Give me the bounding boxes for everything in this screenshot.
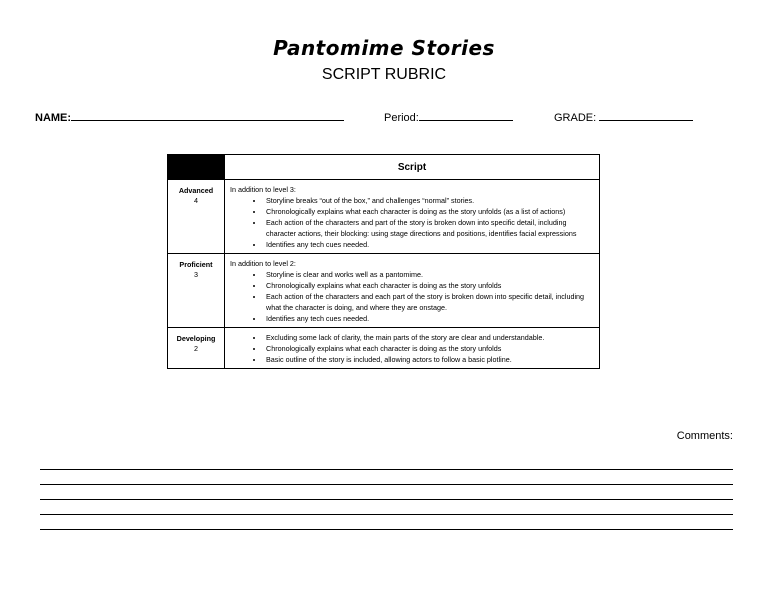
level-intro: In addition to level 2: — [230, 259, 296, 268]
name-field — [35, 110, 344, 124]
level-description — [225, 254, 600, 328]
level-score: 2 — [194, 344, 198, 353]
criteria-item: • Excluding some lack of clarity, the main parts of the story are clear and understandable. — [264, 332, 593, 343]
period-line[interactable] — [419, 110, 513, 121]
period-field — [384, 110, 513, 124]
level-description — [225, 328, 600, 369]
level-name: Advanced — [178, 186, 214, 195]
level-cell — [168, 328, 225, 369]
comments-label: Comments: — [676, 430, 733, 442]
grade-field — [554, 110, 693, 124]
criteria-item: • Each action of the characters and each part of the story is broken down into specific detail, including what the character is doing, and where they are onstage. — [264, 291, 593, 313]
rubric-table — [167, 154, 600, 369]
rubric-header-row — [168, 155, 600, 180]
rubric-row-advanced — [168, 180, 600, 254]
comment-line[interactable] — [40, 484, 733, 485]
level-score: 3 — [194, 270, 198, 279]
level-name: Proficient — [179, 260, 213, 269]
grade-line[interactable] — [599, 110, 693, 121]
level-cell — [168, 180, 225, 254]
page-subtitle: SCRIPT RUBRIC — [321, 66, 447, 83]
criteria-item: • Storyline is clear and works well as a pantomime. — [264, 269, 593, 280]
criteria-item: • Chronologically explains what each character is doing as the story unfolds (as a list of actions) — [264, 206, 593, 217]
criteria-list — [230, 332, 593, 365]
criteria-item: • Identifies any tech cues needed. — [264, 313, 593, 324]
level-cell — [168, 254, 225, 328]
criteria-list — [230, 195, 593, 250]
level-name: Developing — [176, 334, 216, 343]
name-label: NAME: — [35, 112, 72, 124]
criteria-item: • Chronologically explains what each character is doing as the story unfolds — [264, 343, 593, 354]
criteria-item: • Basic outline of the story is included, allowing actors to follow a basic plotline. — [264, 354, 593, 365]
comment-line[interactable] — [40, 469, 733, 470]
level-intro: In addition to level 3: — [230, 185, 296, 194]
level-description — [225, 180, 600, 254]
criteria-item: • Identifies any tech cues needed. — [264, 239, 593, 250]
level-score: 4 — [194, 196, 198, 205]
comment-line[interactable] — [40, 529, 733, 530]
name-line[interactable] — [71, 110, 344, 121]
criteria-item: • Each action of the characters and part of the story is broken down into specific detail, including character actions, their blocking: using stage directions and positions, identifies facial expressions — [264, 217, 593, 239]
rubric-column-header: Script — [225, 155, 600, 180]
comment-line[interactable] — [40, 514, 733, 515]
rubric-corner-cell — [168, 155, 225, 180]
comment-line[interactable] — [40, 499, 733, 500]
grade-label: GRADE: — [554, 112, 597, 124]
rubric-row-developing — [168, 328, 600, 369]
rubric-row-proficient — [168, 254, 600, 328]
page-title: Pantomime Stories — [273, 36, 495, 60]
criteria-list — [230, 269, 593, 324]
period-label: Period: — [384, 112, 419, 124]
criteria-item: • Storyline breaks “out of the box,” and challenges “normal” stories. — [264, 195, 593, 206]
criteria-item: • Chronologically explains what each character is doing as the story unfolds — [264, 280, 593, 291]
